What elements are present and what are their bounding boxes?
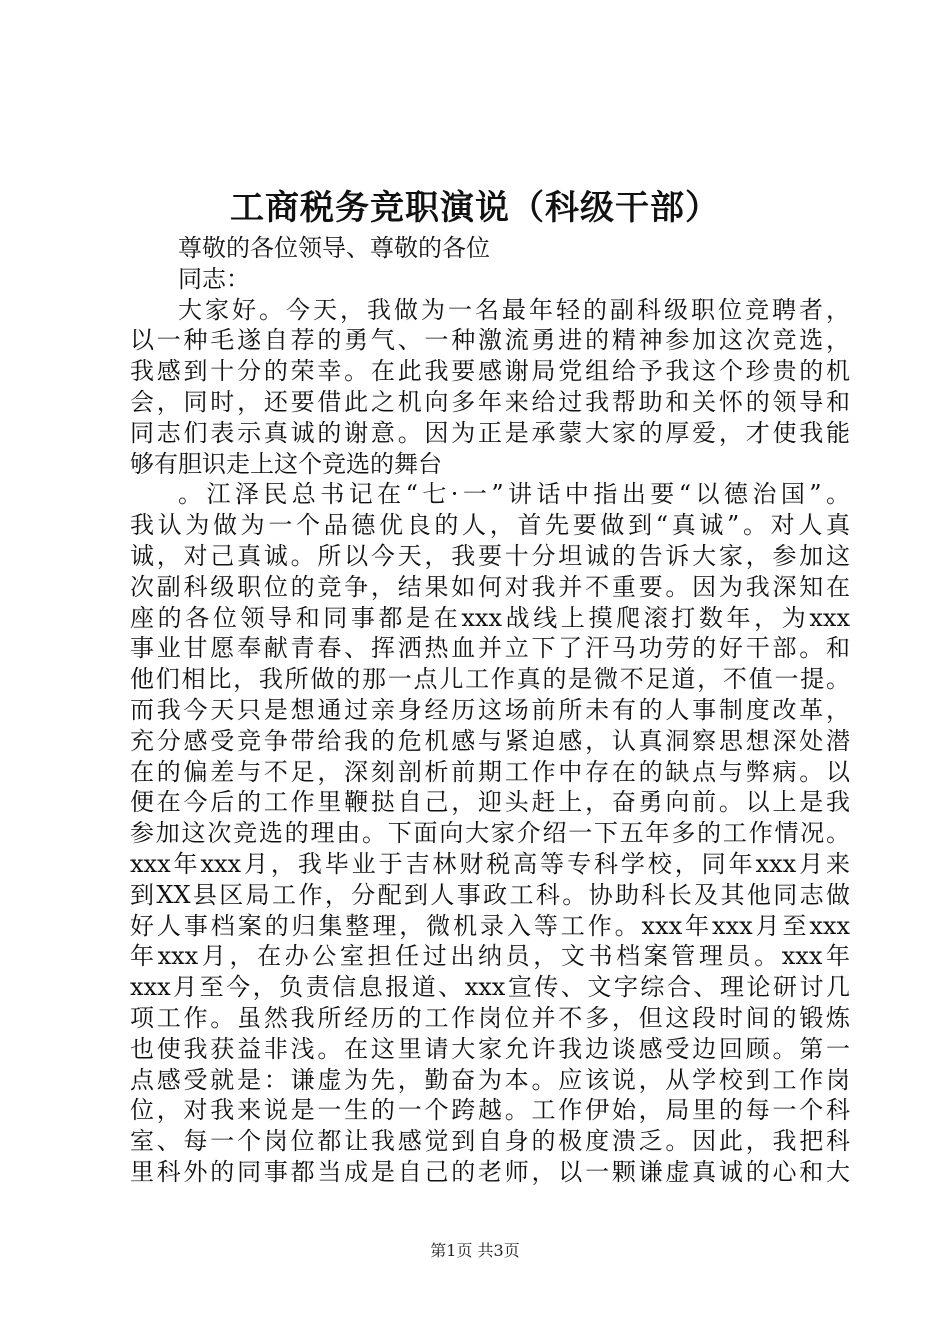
- paragraph-line: 点感受就是：谦虚为先，勤奋为本。应该说，从学校到工作岗: [130, 1065, 850, 1094]
- document-body: [130, 233, 850, 1188]
- paragraph-line: 室、每一个岗位都让我感觉到自身的极度溃乏。因此，我把科: [130, 1127, 850, 1156]
- paragraph-line: 参加这次竞选的理由。下面向大家介绍一下五年多的工作情况。: [130, 819, 850, 848]
- salutation-line: 同志：: [178, 264, 250, 293]
- paragraph-line: 事业甘愿奉献青春、挥洒热血并立下了汗马功劳的好干部。和: [130, 634, 850, 663]
- paragraph-line: 里科外的同事都当成是自己的老师，以一颗谦虚真诚的心和大: [130, 1157, 850, 1186]
- paragraph-line: 我感到十分的荣幸。在此我要感谢局党组给予我这个珍贵的机: [130, 357, 850, 386]
- paragraph-line: 诚，对己真诚。所以今天，我要十分坦诚的告诉大家，参加这: [130, 541, 850, 570]
- paragraph-line: 他们相比，我所做的那一点儿工作真的是微不足道，不值一提。: [130, 665, 850, 694]
- page-number-footer: 第1页 共3页: [430, 1241, 520, 1260]
- paragraph-line: 而我今天只是想通过亲身经历这场前所未有的人事制度改革，: [130, 695, 850, 724]
- paragraph-line: 充分感受竞争带给我的危机感与紧迫感，认真洞察思想深处潜: [130, 726, 850, 755]
- paragraph-line: 座的各位领导和同事都是在xxx战线上摸爬滚打数年，为xxx: [130, 603, 850, 632]
- paragraph-line: 够有胆识走上这个竞选的舞台: [130, 449, 442, 478]
- paragraph-line: 好人事档案的归集整理，微机录入等工作。xxx年xxx月至xxx: [130, 911, 850, 940]
- paragraph-line: xxx年xxx月，我毕业于吉林财税高等专科学校，同年xxx月来: [130, 849, 850, 878]
- paragraph-line: 会，同时，还要借此之机向多年来给过我帮助和关怀的领导和: [130, 387, 850, 416]
- paragraph-line: 也使我获益非浅。在这里请大家允许我边谈感受边回顾。第一: [130, 1034, 850, 1063]
- paragraph-line: 年xxx月，在办公室担任过出纳员，文书档案管理员。xxx年: [130, 942, 850, 971]
- paragraph-line: 项工作。虽然我所经历的工作岗位并不多，但这段时间的锻炼: [130, 1003, 850, 1032]
- paragraph-line: xxx月至今，负责信息报道、xxx宣传、文字综合、理论研讨几: [130, 973, 850, 1002]
- paragraph-line: 到XX县区局工作，分配到人事政工科。协助科长及其他同志做: [130, 880, 850, 909]
- paragraph-line: 。江泽民总书记在“七·一”讲话中指出要“以德治国”。: [178, 480, 850, 509]
- paragraph-line: 位，对我来说是一生的一个跨越。工作伊始，局里的每一个科: [130, 1096, 850, 1125]
- document-title: 工商税务竞职演说（科级干部）: [230, 188, 720, 228]
- salutation-line: 尊敬的各位领导、尊敬的各位: [178, 234, 490, 262]
- paragraph-line: 大家好。今天，我做为一名最年轻的副科级职位竞聘者，: [178, 295, 850, 324]
- paragraph-line: 同志们表示真诚的谢意。因为正是承蒙大家的厚爱，才使我能: [130, 418, 850, 447]
- paragraph-line: 便在今后的工作里鞭挞自己，迎头赶上，奋勇向前。以上是我: [130, 788, 850, 817]
- paragraph-line: 以一种毛遂自荐的勇气、一种激流勇进的精神参加这次竞选，: [130, 326, 850, 355]
- paragraph-line: 在的偏差与不足，深刻剖析前期工作中存在的缺点与弊病。以: [130, 757, 850, 786]
- paragraph-line: 次副科级职位的竞争，结果如何对我并不重要。因为我深知在: [130, 572, 850, 601]
- paragraph-line: 我认为做为一个品德优良的人，首先要做到“真诚”。对人真: [130, 511, 850, 540]
